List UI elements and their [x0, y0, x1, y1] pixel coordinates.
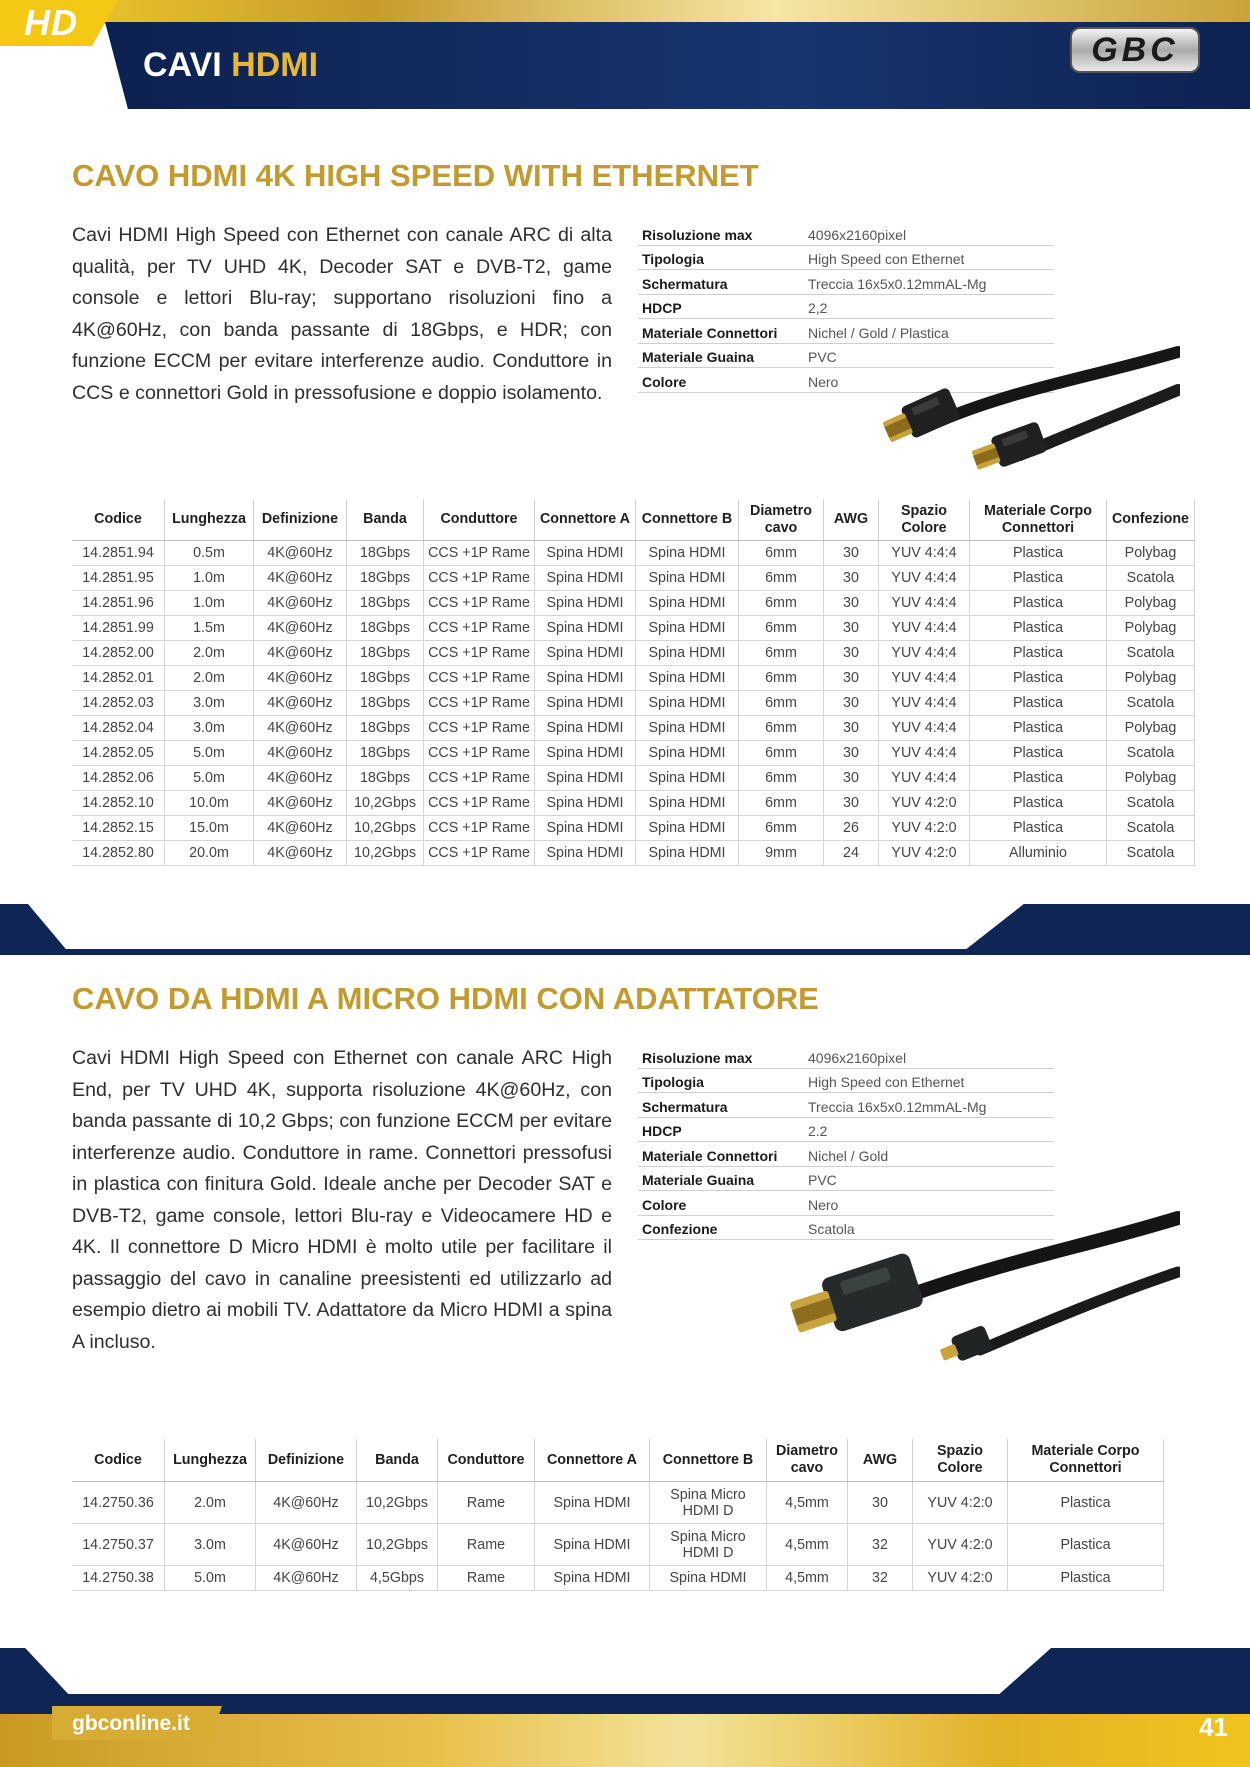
spec-value: 2.2 [804, 1117, 1054, 1142]
table-cell: YUV 4:4:4 [879, 766, 970, 791]
table-cell: Plastica [970, 741, 1107, 766]
page-title [143, 46, 318, 85]
table-cell: Spina HDMI [636, 616, 739, 641]
spec-label: HDCP [638, 1117, 804, 1142]
table-cell: Plastica [970, 541, 1107, 566]
table-cell: 6mm [739, 791, 824, 816]
table-cell: Plastica [970, 666, 1107, 691]
table-cell: 14.2852.06 [72, 766, 165, 791]
hdmi-cable-pair-icon [860, 330, 1180, 490]
table-cell: 30 [824, 641, 879, 666]
table-cell: 4K@60Hz [254, 716, 347, 741]
table-cell: Plastica [970, 691, 1107, 716]
table-cell: 4K@60Hz [256, 1524, 357, 1566]
table-cell: 4K@60Hz [254, 816, 347, 841]
table-cell: 4,5mm [767, 1566, 848, 1591]
table-cell: YUV 4:2:0 [879, 791, 970, 816]
table-cell: Spina HDMI [535, 641, 636, 666]
column-header: Definizione [256, 1439, 357, 1482]
spec-label: Tipologia [638, 245, 804, 270]
table-cell: Plastica [970, 641, 1107, 666]
table-cell: 18Gbps [347, 591, 424, 616]
table-cell: CCS +1P Rame [424, 741, 535, 766]
column-header: Codice [72, 499, 165, 541]
spec-row [638, 1117, 1054, 1142]
table-cell: 6mm [739, 766, 824, 791]
table-cell: 1.0m [165, 591, 254, 616]
table-cell: Spina HDMI [636, 641, 739, 666]
table-cell: 14.2852.00 [72, 641, 165, 666]
table-cell: Spina HDMI [535, 541, 636, 566]
table-cell: 4K@60Hz [254, 741, 347, 766]
table-cell: Plastica [970, 791, 1107, 816]
table-cell: Spina Micro HDMI D [650, 1482, 767, 1524]
table-cell: 6mm [739, 616, 824, 641]
column-header: Spazio Colore [879, 499, 970, 541]
table-cell: Spina HDMI [535, 816, 636, 841]
table-cell: YUV 4:4:4 [879, 541, 970, 566]
table-header-row [72, 1439, 1164, 1482]
table-cell: Scatola [1107, 691, 1195, 716]
table-cell: 2.0m [165, 1482, 256, 1524]
table-cell: 4K@60Hz [254, 541, 347, 566]
spec-label: Materiale Connettori [638, 1142, 804, 1167]
table-cell: 1.5m [165, 616, 254, 641]
table-cell: Spina HDMI [535, 716, 636, 741]
table-cell: 14.2852.01 [72, 666, 165, 691]
column-header: Lunghezza [165, 1439, 256, 1482]
table-row [72, 691, 1195, 716]
table-cell: CCS +1P Rame [424, 616, 535, 641]
footer-left-wedge [0, 1648, 72, 1698]
table-cell: 30 [824, 716, 879, 741]
table-cell: YUV 4:4:4 [879, 716, 970, 741]
table-cell: Spina HDMI [636, 766, 739, 791]
table-cell: Spina HDMI [535, 1524, 650, 1566]
table-cell: Plastica [970, 716, 1107, 741]
section-1-title: CAVO HDMI 4K HIGH SPEED WITH ETHERNET [72, 158, 759, 193]
table-cell: 6mm [739, 816, 824, 841]
table-cell: Spina HDMI [535, 591, 636, 616]
table-cell: 18Gbps [347, 541, 424, 566]
table-cell: 6mm [739, 541, 824, 566]
table-row [72, 591, 1195, 616]
table-cell: CCS +1P Rame [424, 591, 535, 616]
table-cell: 6mm [739, 666, 824, 691]
page-title-accent: HDMI [231, 46, 319, 84]
table-row [72, 716, 1195, 741]
table-header-row [72, 499, 1195, 541]
table-row [72, 1566, 1164, 1591]
header-gold-band [0, 0, 1250, 24]
section-1-table [72, 499, 1195, 866]
column-header: Diametro cavo [739, 499, 824, 541]
table-cell: 30 [848, 1482, 913, 1524]
table-cell: Rame [438, 1524, 535, 1566]
table-cell: Scatola [1107, 791, 1195, 816]
table-cell: Spina HDMI [535, 1566, 650, 1591]
column-header: Definizione [254, 499, 347, 541]
table-cell: Spina HDMI [636, 591, 739, 616]
table-cell: YUV 4:4:4 [879, 741, 970, 766]
table-cell: 4K@60Hz [254, 641, 347, 666]
table-cell: 26 [824, 816, 879, 841]
column-header: AWG [824, 499, 879, 541]
spec-label: Confezione [638, 1215, 804, 1240]
table-cell: Spina HDMI [535, 791, 636, 816]
table-cell: 9mm [739, 841, 824, 866]
table-cell: YUV 4:2:0 [913, 1566, 1008, 1591]
spec-value: Treccia 16x5x0.12mmAL-Mg [804, 270, 1054, 295]
table-cell: CCS +1P Rame [424, 666, 535, 691]
table-cell: 2.0m [165, 641, 254, 666]
table-cell: 18Gbps [347, 766, 424, 791]
separator-right-wedge [960, 904, 1250, 954]
page-number: 41 [1199, 1712, 1228, 1742]
table-row [72, 741, 1195, 766]
spec-label: Tipologia [638, 1068, 804, 1093]
table-cell: 18Gbps [347, 741, 424, 766]
table-cell: 4K@60Hz [254, 841, 347, 866]
table-cell: YUV 4:2:0 [913, 1482, 1008, 1524]
table-cell: 10,2Gbps [347, 841, 424, 866]
table-cell: 2.0m [165, 666, 254, 691]
table-cell: Spina HDMI [535, 741, 636, 766]
table-cell: Spina HDMI [636, 666, 739, 691]
table-cell: Spina HDMI [636, 716, 739, 741]
table-cell: 4,5mm [767, 1482, 848, 1524]
column-header: Codice [72, 1439, 165, 1482]
table-cell: Spina HDMI [535, 566, 636, 591]
spec-value: Scatola [804, 1215, 1054, 1240]
hd-badge: HD [24, 2, 78, 43]
table-cell: Scatola [1107, 816, 1195, 841]
spec-row [638, 1068, 1054, 1093]
table-cell: 10,2Gbps [357, 1524, 438, 1566]
table-cell: 30 [824, 616, 879, 641]
table-cell: CCS +1P Rame [424, 566, 535, 591]
table-cell: Spina HDMI [636, 791, 739, 816]
gbc-logo: GBC [1070, 27, 1200, 73]
spec-label: Risoluzione max [638, 1044, 804, 1068]
table-cell: 14.2852.80 [72, 841, 165, 866]
table-cell: YUV 4:2:0 [879, 841, 970, 866]
table-cell: Spina HDMI [650, 1566, 767, 1591]
table-cell: Scatola [1107, 841, 1195, 866]
table-cell: 4K@60Hz [256, 1566, 357, 1591]
table-cell: Polybag [1107, 766, 1195, 791]
table-row [72, 816, 1195, 841]
spec-label: Schermatura [638, 1093, 804, 1118]
column-header: Diametro cavo [767, 1439, 848, 1482]
table-cell: CCS +1P Rame [424, 791, 535, 816]
spec-row [638, 270, 1054, 295]
table-row [72, 841, 1195, 866]
table-cell: Plastica [1008, 1566, 1164, 1591]
column-header: Connettore B [636, 499, 739, 541]
spec-value: 4096x2160pixel [804, 221, 1054, 245]
table-cell: 4K@60Hz [254, 766, 347, 791]
column-header: Connettore B [650, 1439, 767, 1482]
table-cell: Polybag [1107, 616, 1195, 641]
table-cell: YUV 4:2:0 [913, 1524, 1008, 1566]
table-cell: 4K@60Hz [254, 691, 347, 716]
table-cell: Alluminio [970, 841, 1107, 866]
table-cell: Rame [438, 1566, 535, 1591]
table-cell: YUV 4:2:0 [879, 816, 970, 841]
table-cell: 18Gbps [347, 716, 424, 741]
spec-row [638, 1142, 1054, 1167]
table-cell: 20.0m [165, 841, 254, 866]
spec-label: Colore [638, 368, 804, 393]
table-cell: 6mm [739, 591, 824, 616]
table-cell: Rame [438, 1482, 535, 1524]
table-cell: CCS +1P Rame [424, 816, 535, 841]
column-header: Connettore A [535, 1439, 650, 1482]
table-row [72, 641, 1195, 666]
table-row [72, 666, 1195, 691]
column-header: Connettore A [535, 499, 636, 541]
separator-left-wedge [0, 904, 70, 954]
column-header: Banda [357, 1439, 438, 1482]
table-cell: CCS +1P Rame [424, 716, 535, 741]
spec-value: 4096x2160pixel [804, 1044, 1054, 1068]
table-cell: 14.2852.04 [72, 716, 165, 741]
table-cell: 3.0m [165, 1524, 256, 1566]
table-cell: 14.2750.37 [72, 1524, 165, 1566]
spec-value: PVC [804, 1166, 1054, 1191]
spec-row [638, 221, 1054, 245]
table-cell: 4K@60Hz [256, 1482, 357, 1524]
table-cell: 30 [824, 766, 879, 791]
spec-label: Risoluzione max [638, 221, 804, 245]
table-cell: Plastica [970, 766, 1107, 791]
table-cell: Polybag [1107, 666, 1195, 691]
table-cell: Scatola [1107, 566, 1195, 591]
table-cell: Spina HDMI [636, 841, 739, 866]
column-header: Conduttore [424, 499, 535, 541]
spec-label: Materiale Guaina [638, 343, 804, 368]
spec-value: Treccia 16x5x0.12mmAL-Mg [804, 1093, 1054, 1118]
table-cell: 10,2Gbps [347, 816, 424, 841]
table-cell: 5.0m [165, 766, 254, 791]
table-cell: Scatola [1107, 741, 1195, 766]
table-cell: 14.2852.10 [72, 791, 165, 816]
table-cell: 30 [824, 591, 879, 616]
table-cell: 4,5mm [767, 1524, 848, 1566]
table-cell: YUV 4:4:4 [879, 566, 970, 591]
table-cell: 30 [824, 741, 879, 766]
table-cell: 14.2750.36 [72, 1482, 165, 1524]
table-cell: Polybag [1107, 591, 1195, 616]
table-cell: 4K@60Hz [254, 666, 347, 691]
table-cell: 4K@60Hz [254, 566, 347, 591]
table-cell: 18Gbps [347, 666, 424, 691]
section-2-table [72, 1439, 1164, 1591]
table-cell: 4K@60Hz [254, 791, 347, 816]
table-cell: 10.0m [165, 791, 254, 816]
table-cell: Plastica [1008, 1482, 1164, 1524]
table-row [72, 566, 1195, 591]
spec-label: HDCP [638, 294, 804, 319]
spec-value: Nichel / Gold / Plastica [804, 319, 1054, 344]
spec-value: Nichel / Gold [804, 1142, 1054, 1167]
footer-website-link[interactable]: gbconline.it [72, 1712, 190, 1735]
table-cell: 18Gbps [347, 616, 424, 641]
table-cell: YUV 4:4:4 [879, 666, 970, 691]
table-cell: CCS +1P Rame [424, 641, 535, 666]
table-cell: 15.0m [165, 816, 254, 841]
column-header: Materiale Corpo Connettori [1008, 1439, 1164, 1482]
table-cell: YUV 4:4:4 [879, 691, 970, 716]
spec-row [638, 294, 1054, 319]
separator-bar [0, 949, 1250, 955]
table-cell: Spina HDMI [636, 541, 739, 566]
table-cell: Plastica [970, 591, 1107, 616]
table-cell: 10,2Gbps [347, 791, 424, 816]
table-row [72, 791, 1195, 816]
table-cell: 18Gbps [347, 641, 424, 666]
table-cell: 5.0m [165, 1566, 256, 1591]
hdmi-micro-hdmi-cable-icon [760, 1210, 1180, 1390]
table-cell: YUV 4:4:4 [879, 591, 970, 616]
table-cell: 14.2750.38 [72, 1566, 165, 1591]
table-cell: YUV 4:4:4 [879, 641, 970, 666]
table-cell: 30 [824, 566, 879, 591]
section-separator [0, 904, 1250, 956]
section-2-description: Cavi HDMI High Speed con Ethernet con canale ARC High End, per TV UHD 4K, supporta risoluzione 4K@60Hz, con banda passante di 10,2 Gbps; con funzione ECCM per evitare interferenze audio. Conduttore in rame. Connettori pressofusi in plastica con finitura Gold. Ideale anche per Decoder SAT e DVB-T2, game console, lettori Blu-ray e Videocamere HD e 4K. Il connettore D Micro HDMI è molto utile per facilitare il passaggio del cavo in canaline preesistenti ed utilizzarlo ad esempio dietro ai mobili TV. Adattatore da Micro HDMI a spina A incluso. [72, 1047, 612, 1353]
table-cell: Spina Micro HDMI D [650, 1524, 767, 1566]
table-cell: Spina HDMI [636, 816, 739, 841]
table-cell: 6mm [739, 691, 824, 716]
table-cell: Polybag [1107, 541, 1195, 566]
table-cell: CCS +1P Rame [424, 541, 535, 566]
spec-value: Nero [804, 1191, 1054, 1216]
table-cell: Spina HDMI [636, 741, 739, 766]
table-cell: 6mm [739, 566, 824, 591]
table-cell: 4K@60Hz [254, 591, 347, 616]
table-cell: 0.5m [165, 541, 254, 566]
table-cell: Plastica [970, 566, 1107, 591]
table-cell: 14.2852.05 [72, 741, 165, 766]
table-cell: 6mm [739, 741, 824, 766]
table-cell: Spina HDMI [636, 691, 739, 716]
table-cell: Polybag [1107, 716, 1195, 741]
table-cell: 6mm [739, 641, 824, 666]
table-cell: 32 [848, 1566, 913, 1591]
table-row [72, 766, 1195, 791]
table-cell: YUV 4:4:4 [879, 616, 970, 641]
section-2-title: CAVO DA HDMI A MICRO HDMI CON ADATTATORE [72, 981, 819, 1016]
spec-row [638, 1044, 1054, 1068]
table-cell: 30 [824, 691, 879, 716]
table-cell: 3.0m [165, 716, 254, 741]
column-header: Conduttore [438, 1439, 535, 1482]
table-cell: CCS +1P Rame [424, 841, 535, 866]
spec-row [638, 245, 1054, 270]
table-cell: 14.2852.03 [72, 691, 165, 716]
spec-value: PVC [804, 343, 1054, 368]
table-cell: Spina HDMI [535, 666, 636, 691]
spec-value: Nero [804, 368, 1054, 393]
table-cell: 18Gbps [347, 566, 424, 591]
spec-row [638, 1093, 1054, 1118]
spec-value: High Speed con Ethernet [804, 245, 1054, 270]
section-1-description: Cavi HDMI High Speed con Ethernet con canale ARC di alta qualità, per TV UHD 4K, Decoder SAT e DVB-T2, game console e lettori Blu-ray; supportano risoluzioni fino a 4K@60Hz, con banda passante di 18Gbps, e HDR; con funzione ECCM per evitare interferenze audio. Conduttore in CCS e connettori Gold in pressofusione e doppio isolamento. [72, 224, 612, 404]
table-cell: 6mm [739, 716, 824, 741]
table-cell: 32 [848, 1524, 913, 1566]
table-row [72, 541, 1195, 566]
table-cell: Spina HDMI [535, 616, 636, 641]
table-row [72, 1524, 1164, 1566]
table-cell: 3.0m [165, 691, 254, 716]
spec-label: Materiale Guaina [638, 1166, 804, 1191]
table-row [72, 1482, 1164, 1524]
table-cell: 18Gbps [347, 691, 424, 716]
table-cell: 10,2Gbps [357, 1482, 438, 1524]
spec-label: Materiale Connettori [638, 319, 804, 344]
spec-label: Schermatura [638, 270, 804, 295]
table-cell: Spina HDMI [535, 766, 636, 791]
table-cell: Plastica [1008, 1524, 1164, 1566]
table-cell: Plastica [970, 616, 1107, 641]
table-cell: 14.2851.94 [72, 541, 165, 566]
column-header: Confezione [1107, 499, 1195, 541]
table-cell: Plastica [970, 816, 1107, 841]
spec-value: 2,2 [804, 294, 1054, 319]
table-cell: 4K@60Hz [254, 616, 347, 641]
table-cell: 4,5Gbps [357, 1566, 438, 1591]
table-cell: 5.0m [165, 741, 254, 766]
column-header: Lunghezza [165, 499, 254, 541]
table-cell: Spina HDMI [636, 566, 739, 591]
column-header: Materiale Corpo Connettori [970, 499, 1107, 541]
table-cell: 30 [824, 666, 879, 691]
column-header: Spazio Colore [913, 1439, 1008, 1482]
table-cell: 30 [824, 541, 879, 566]
table-cell: 14.2851.99 [72, 616, 165, 641]
table-cell: 1.0m [165, 566, 254, 591]
table-cell: 14.2852.15 [72, 816, 165, 841]
page-title-main: CAVI [143, 46, 222, 84]
table-cell: 30 [824, 791, 879, 816]
column-header: Banda [347, 499, 424, 541]
spec-label: Colore [638, 1191, 804, 1216]
footer-right-wedge [995, 1648, 1250, 1698]
table-cell: 24 [824, 841, 879, 866]
column-header: AWG [848, 1439, 913, 1482]
spec-value: High Speed con Ethernet [804, 1068, 1054, 1093]
table-cell: Spina HDMI [535, 691, 636, 716]
table-cell: Scatola [1107, 641, 1195, 666]
table-cell: Spina HDMI [535, 841, 636, 866]
table-cell: Spina HDMI [535, 1482, 650, 1524]
spec-row [638, 1166, 1054, 1191]
table-cell: CCS +1P Rame [424, 691, 535, 716]
table-row [72, 616, 1195, 641]
table-cell: 14.2851.96 [72, 591, 165, 616]
table-cell: 14.2851.95 [72, 566, 165, 591]
table-cell: CCS +1P Rame [424, 766, 535, 791]
